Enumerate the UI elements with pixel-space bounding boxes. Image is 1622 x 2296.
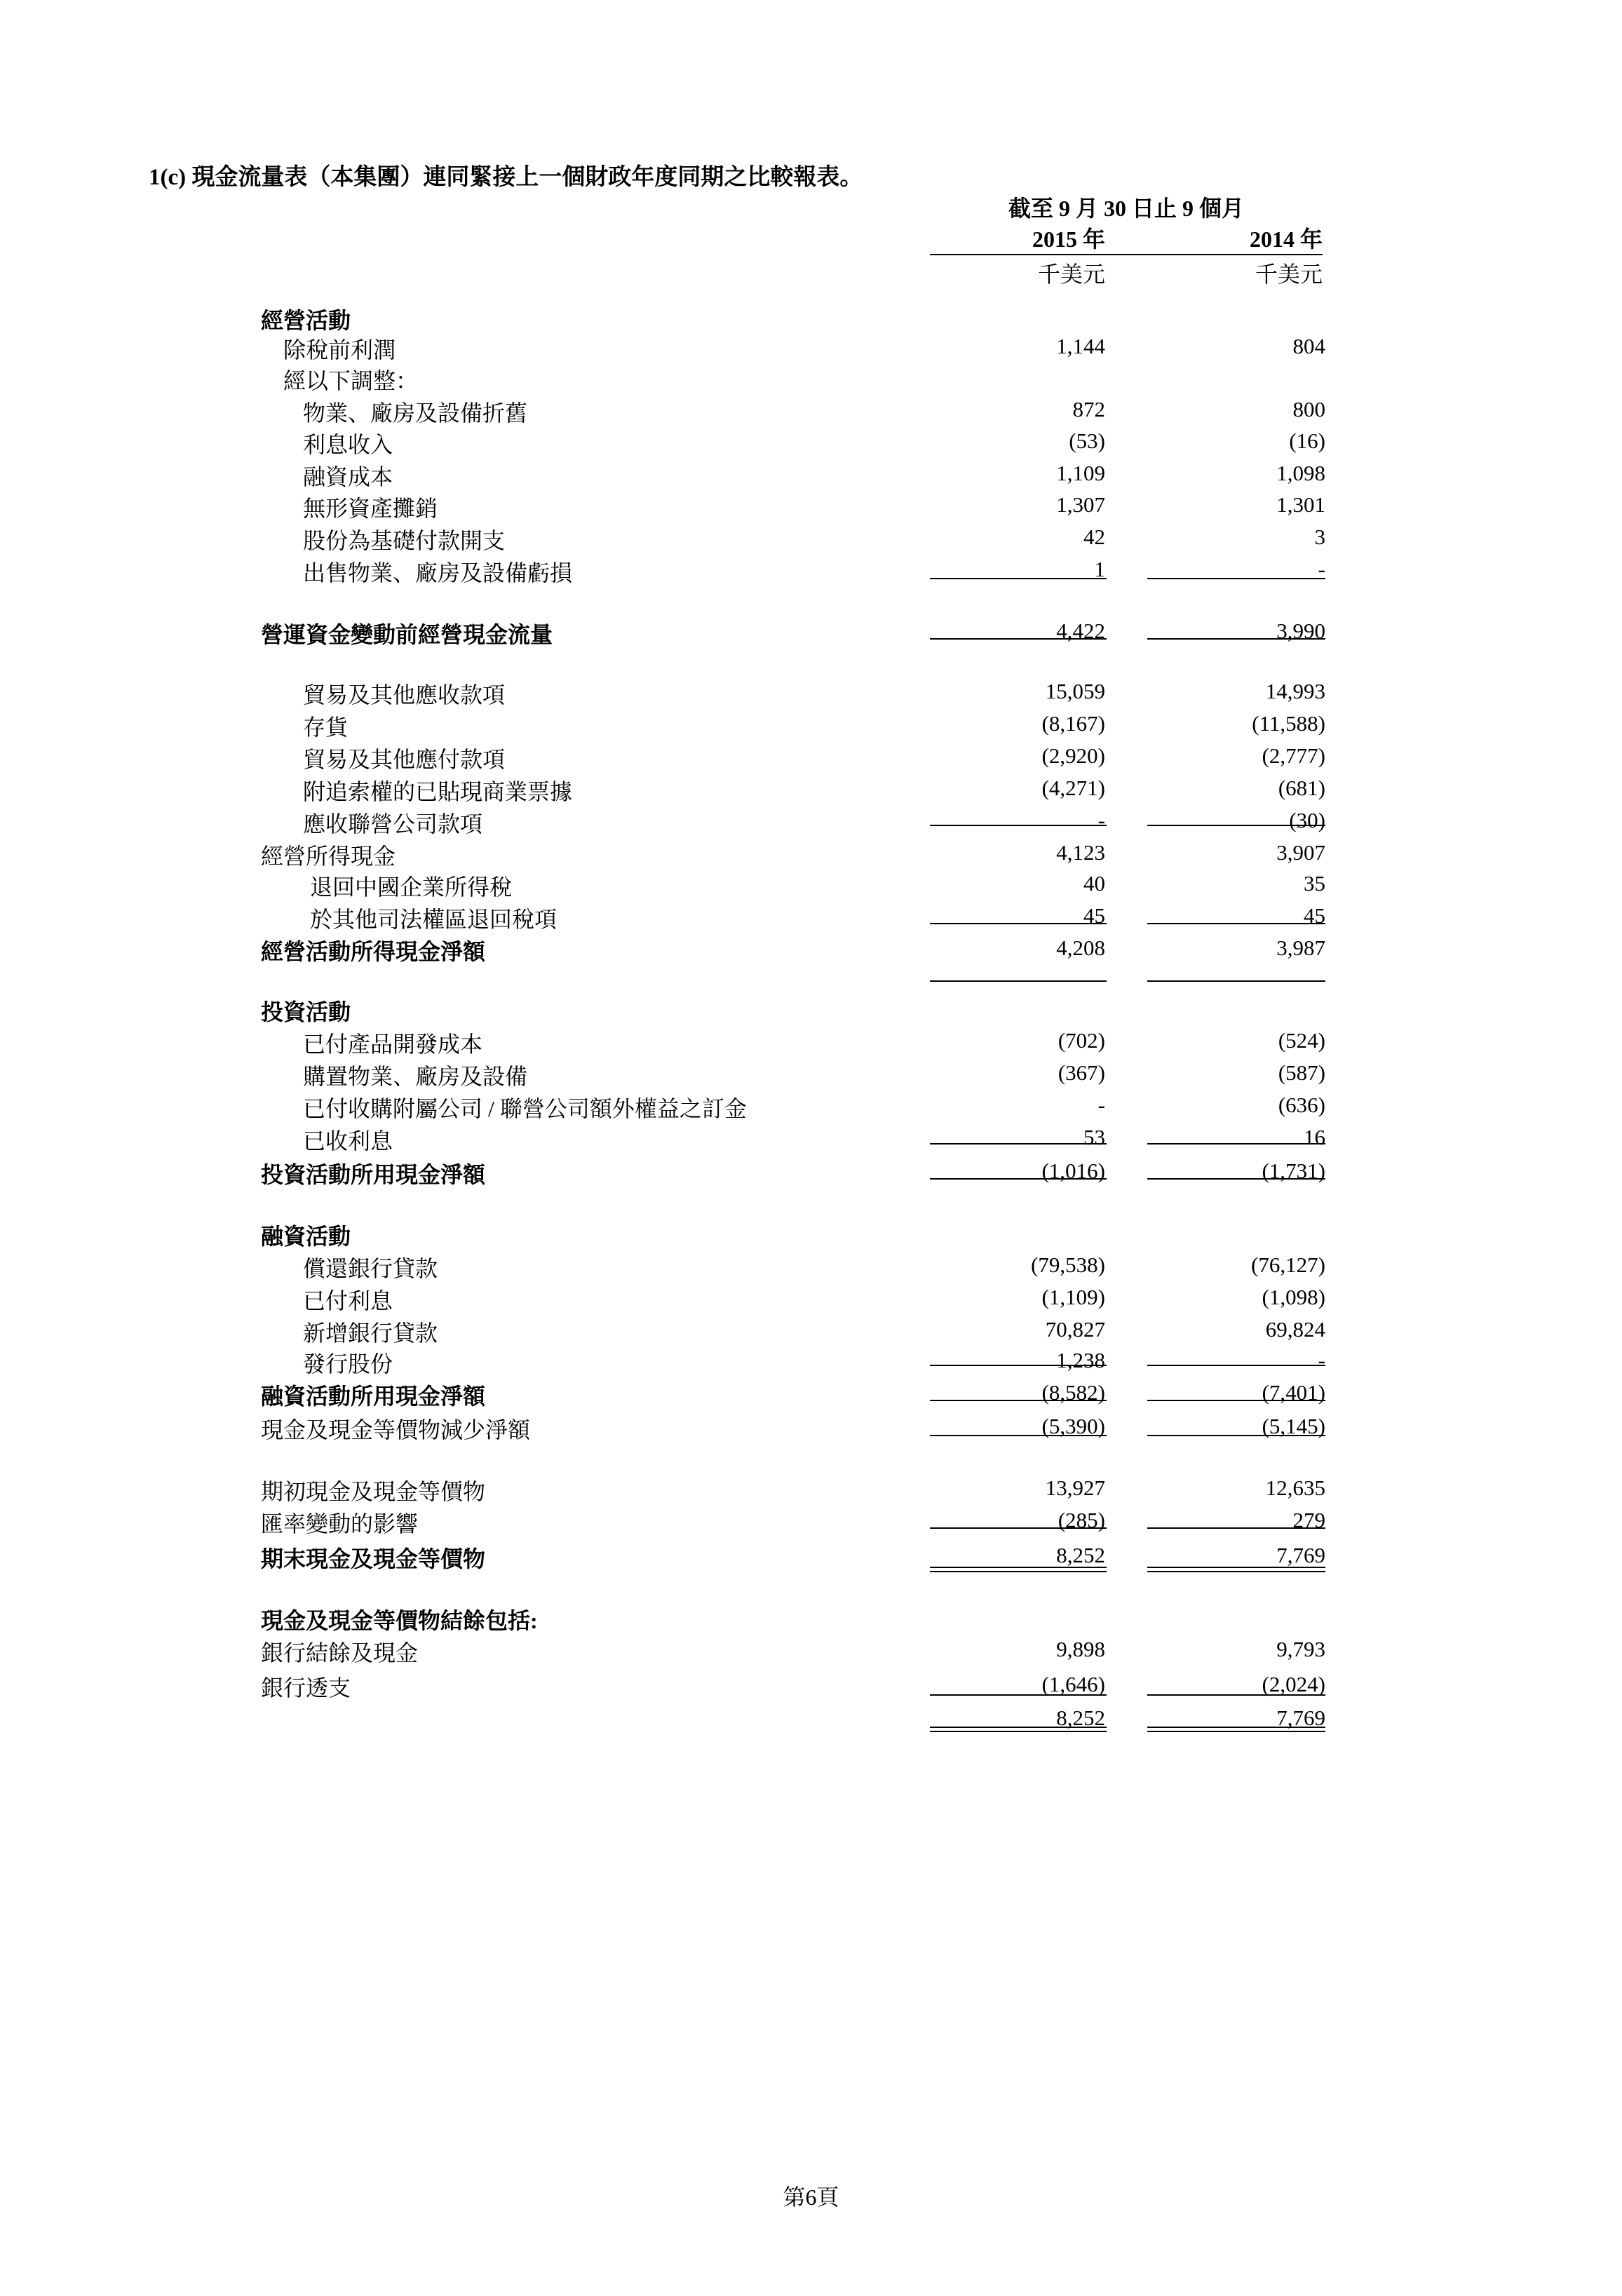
row-label: 現金及現金等價物減少淨額	[261, 1417, 531, 1443]
value-2015: 45	[1083, 903, 1105, 928]
row-label: 已付產品開發成本	[303, 1032, 483, 1057]
value-2015: 1,238	[1056, 1348, 1105, 1372]
value-2015: 4,422	[1056, 619, 1105, 643]
subtotal-rule	[1147, 1365, 1325, 1366]
value-2015: (367)	[1057, 1060, 1105, 1085]
value-2014: 3	[1314, 525, 1325, 549]
value-2014: 12,635	[1265, 1475, 1325, 1500]
value-2015: 8,252	[1056, 1543, 1105, 1567]
row-label: 股份為基礎付款開支	[303, 528, 506, 553]
subtotal-rule	[930, 1365, 1107, 1366]
value-2015: 4,123	[1056, 840, 1105, 865]
row-label: 銀行結餘及現金	[261, 1640, 419, 1666]
row-label: 已付利息	[303, 1288, 393, 1314]
value-2014: (30)	[1289, 808, 1325, 832]
value-2015: (702)	[1057, 1028, 1105, 1053]
value-2014: 279	[1292, 1508, 1325, 1532]
total-double-rule	[930, 1727, 1107, 1732]
value-2015: 4,208	[1056, 936, 1105, 960]
value-2014: 7,769	[1276, 1706, 1325, 1730]
value-2014: (7,401)	[1262, 1380, 1325, 1405]
row-label: 期初現金及現金等價物	[261, 1479, 486, 1504]
value-2015: (4,271)	[1041, 776, 1105, 800]
page-number: 第6頁	[783, 2184, 839, 2210]
value-2014: (1,731)	[1262, 1159, 1325, 1183]
row-label: 已收利息	[303, 1128, 393, 1154]
column-header-2014: 2014 年	[1249, 227, 1323, 252]
row-label: 投資活動	[261, 999, 351, 1025]
value-2014: 804	[1292, 334, 1325, 358]
value-2014: 3,907	[1276, 840, 1325, 865]
row-label: 物業、廠房及設備折舊	[303, 400, 528, 426]
value-2015: 70,827	[1045, 1317, 1105, 1342]
subtotal-rule	[930, 578, 1107, 579]
row-label: 附追索權的已貼現商業票據	[303, 779, 573, 804]
subtotal-rule	[1147, 1400, 1325, 1401]
row-label: 購置物業、廠房及設備	[303, 1064, 528, 1089]
row-label: 無形資產攤銷	[303, 496, 438, 521]
row-label: 貿易及其他應付款項	[303, 747, 506, 772]
unit-label-2015: 千美元	[1037, 262, 1105, 287]
value-2015: (1,016)	[1041, 1159, 1105, 1183]
subtotal-rule	[930, 1400, 1107, 1401]
row-label: 利息收入	[303, 432, 393, 457]
row-label: 發行股份	[303, 1351, 393, 1377]
value-2015: -	[1097, 1093, 1105, 1117]
value-2014: (11,588)	[1252, 711, 1325, 736]
row-label: 貿易及其他應收款項	[303, 682, 506, 708]
subtotal-rule	[930, 1178, 1107, 1180]
value-2015: (79,538)	[1031, 1252, 1105, 1277]
subtotal-rule	[1147, 1143, 1325, 1144]
value-2015: (8,582)	[1041, 1380, 1105, 1405]
value-2014: 3,987	[1276, 936, 1325, 960]
header-rule	[930, 254, 1323, 255]
subtotal-rule	[930, 1435, 1107, 1436]
row-label: 經營所得現金	[261, 844, 396, 869]
subtotal-rule	[1147, 638, 1325, 640]
value-2014: (587)	[1278, 1060, 1325, 1085]
value-2014: -	[1318, 1348, 1325, 1372]
row-label: 已付收購附屬公司 / 聯營公司額外權益之訂金	[303, 1096, 747, 1121]
row-label: 融資成本	[303, 464, 393, 489]
row-label: 經營活動所得現金淨額	[261, 939, 486, 964]
statement-title: 1(c) 現金流量表（本集團）連同緊接上一個財政年度同期之比較報表。	[149, 165, 863, 190]
value-2014: 14,993	[1265, 679, 1325, 703]
subtotal-rule	[930, 1694, 1107, 1696]
column-header-2015: 2015 年	[1032, 227, 1105, 252]
value-2014: 1,098	[1276, 461, 1325, 485]
subtotal-rule	[1147, 923, 1325, 924]
value-2014: 1,301	[1276, 492, 1325, 517]
row-label: 經營活動	[261, 308, 351, 333]
row-label: 融資活動	[261, 1224, 351, 1249]
value-2015: (53)	[1069, 428, 1105, 453]
value-2015: 1,307	[1056, 492, 1105, 517]
value-2015: 13,927	[1045, 1475, 1105, 1500]
row-label: 期末現金及現金等價物	[261, 1546, 486, 1572]
value-2015: 1,109	[1056, 461, 1105, 485]
subtotal-rule	[1147, 1435, 1325, 1436]
row-label: 銀行透支	[261, 1675, 351, 1701]
unit-label-2014: 千美元	[1255, 262, 1323, 287]
subtotal-rule	[1147, 825, 1325, 826]
row-label: 經以下調整：	[283, 368, 419, 393]
subtotal-rule	[930, 825, 1107, 826]
value-2014: (681)	[1278, 776, 1325, 800]
value-2015: 1	[1094, 557, 1105, 581]
subtotal-rule	[1147, 1527, 1325, 1529]
row-label: 融資活動所用現金淨額	[261, 1384, 486, 1409]
subtotal-rule	[1147, 578, 1325, 579]
value-2014: (76,127)	[1251, 1252, 1325, 1277]
subtotal-rule	[930, 638, 1107, 640]
value-2014: 3,990	[1276, 619, 1325, 643]
row-label: 償還銀行貸款	[303, 1256, 438, 1281]
value-2014: 69,824	[1265, 1317, 1325, 1342]
value-2014: 35	[1304, 871, 1325, 896]
row-label: 營運資金變動前經營現金流量	[261, 622, 553, 647]
row-label: 應收聯營公司款項	[303, 811, 483, 837]
value-2015: 40	[1083, 871, 1105, 896]
value-2014: (16)	[1289, 428, 1325, 453]
row-label: 出售物業、廠房及設備虧損	[303, 560, 573, 586]
value-2014: (524)	[1278, 1028, 1325, 1053]
period-header: 截至 9 月 30 日止 9 個月	[1008, 196, 1244, 221]
value-2015: (1,109)	[1041, 1285, 1105, 1309]
total-double-rule	[930, 1567, 1107, 1572]
row-label: 匯率變動的影響	[261, 1511, 419, 1537]
value-2015: (2,920)	[1041, 743, 1105, 768]
value-2015: 53	[1083, 1125, 1105, 1149]
row-label: 存貨	[303, 715, 349, 740]
total-double-rule	[1147, 1727, 1325, 1732]
subtotal-rule	[930, 1143, 1107, 1144]
value-2014: 16	[1304, 1125, 1325, 1149]
row-label: 投資活動所用現金淨額	[261, 1162, 486, 1187]
value-2015: 872	[1072, 397, 1105, 421]
value-2014: 800	[1292, 397, 1325, 421]
value-2015: 42	[1083, 525, 1105, 549]
value-2014: 9,793	[1276, 1637, 1325, 1661]
value-2014: (2,024)	[1262, 1672, 1325, 1696]
row-label: 退回中國企業所得稅	[310, 874, 513, 900]
subtotal-rule	[1147, 980, 1325, 982]
subtotal-rule	[1147, 1694, 1325, 1696]
value-2015: 9,898	[1056, 1637, 1105, 1661]
value-2014: (5,145)	[1262, 1414, 1325, 1438]
value-2015: (5,390)	[1041, 1414, 1105, 1438]
row-label: 於其他司法權區退回稅項	[310, 907, 557, 932]
value-2015: (8,167)	[1041, 711, 1105, 736]
value-2014: (1,098)	[1262, 1285, 1325, 1309]
subtotal-rule	[930, 980, 1107, 982]
value-2015: 1,144	[1056, 334, 1105, 358]
subtotal-rule	[930, 1527, 1107, 1529]
value-2015: (285)	[1057, 1508, 1105, 1532]
value-2014: (2,777)	[1262, 743, 1325, 768]
value-2014: -	[1318, 557, 1325, 581]
value-2015: (1,646)	[1041, 1672, 1105, 1696]
value-2015: -	[1097, 808, 1105, 832]
total-double-rule	[1147, 1567, 1325, 1572]
row-label: 除稅前利潤	[283, 337, 396, 363]
value-2015: 8,252	[1056, 1706, 1105, 1730]
subtotal-rule	[1147, 1178, 1325, 1180]
row-label: 新增銀行貸款	[303, 1321, 438, 1346]
value-2014: (636)	[1278, 1093, 1325, 1117]
row-label: 現金及現金等價物結餘包括:	[261, 1608, 538, 1633]
value-2015: 15,059	[1045, 679, 1105, 703]
subtotal-rule	[930, 923, 1107, 924]
value-2014: 45	[1304, 903, 1325, 928]
value-2014: 7,769	[1276, 1543, 1325, 1567]
